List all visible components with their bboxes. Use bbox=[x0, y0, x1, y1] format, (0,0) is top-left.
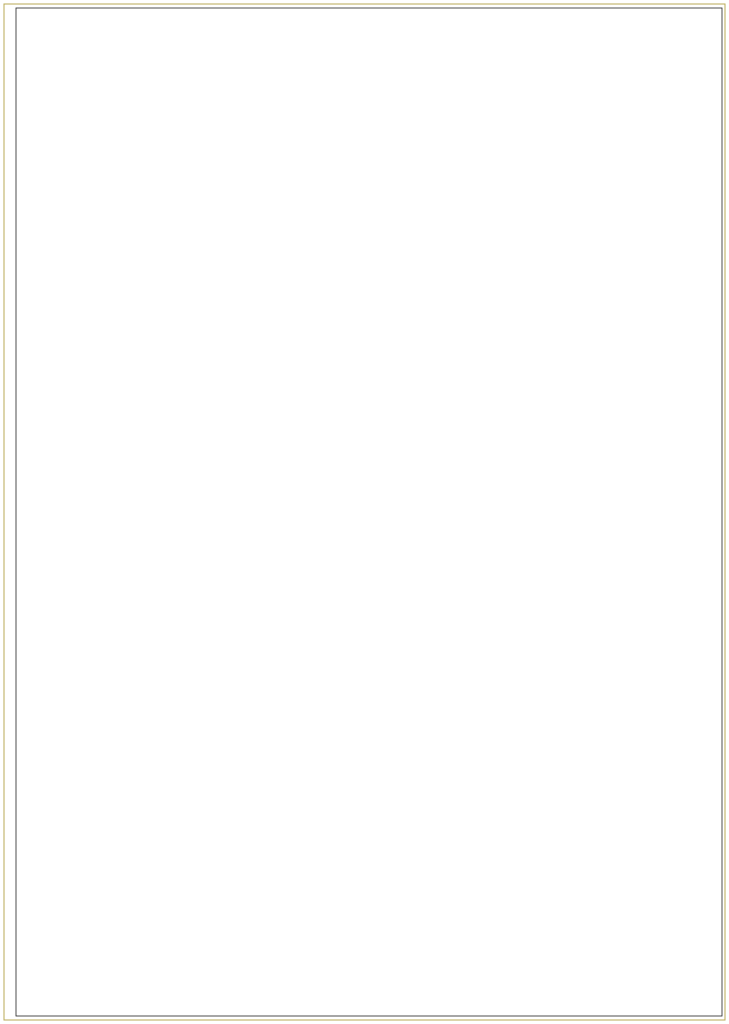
outer-frame bbox=[4, 4, 725, 1020]
inner-frame bbox=[16, 8, 722, 1016]
